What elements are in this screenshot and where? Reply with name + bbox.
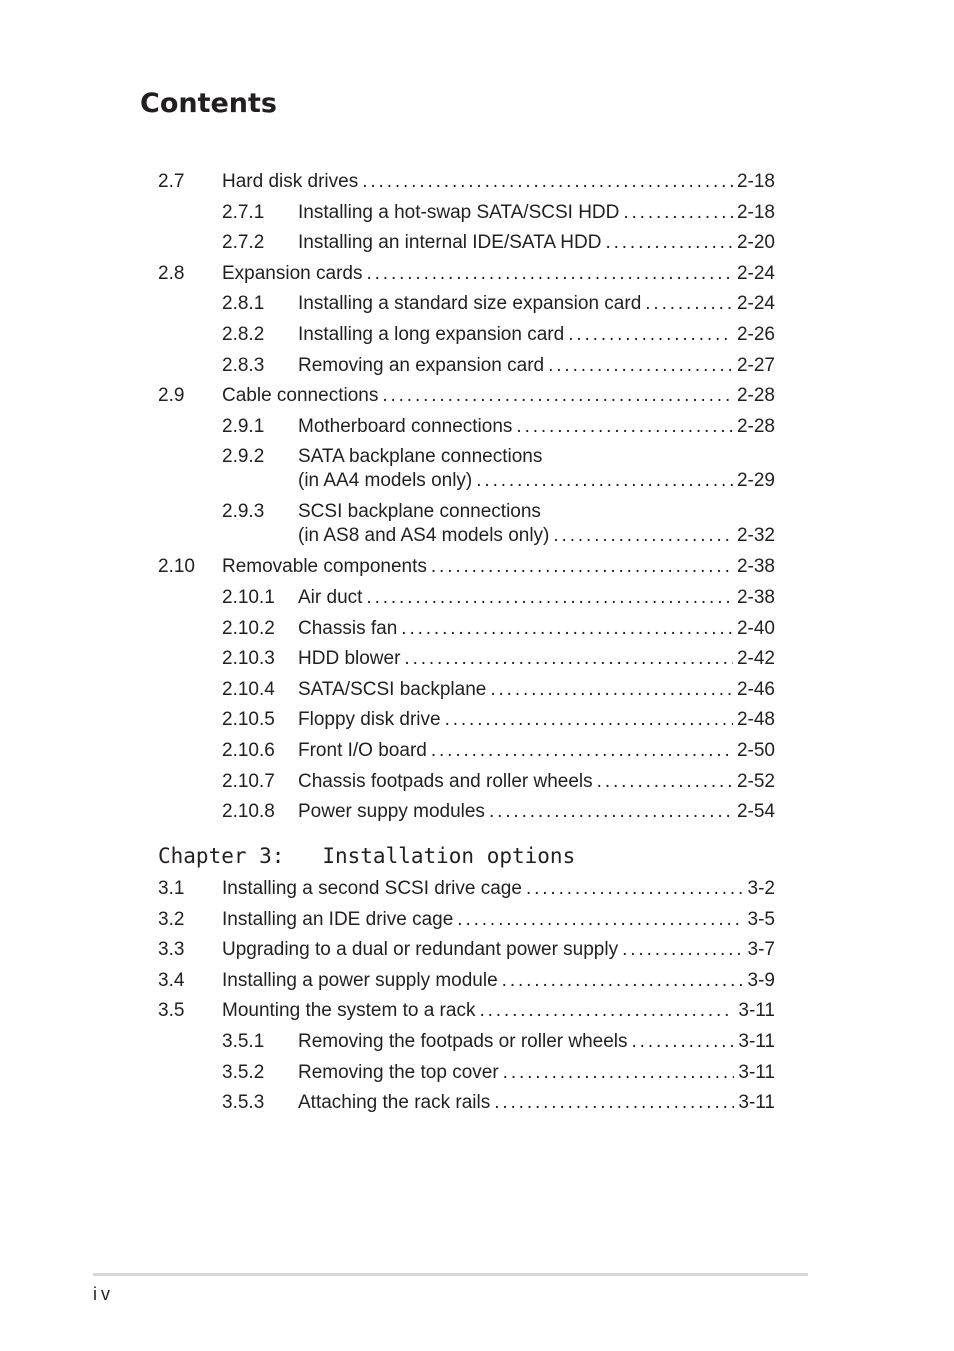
toc-entry-number: 2.7.2 (222, 232, 265, 254)
toc-entry[interactable] (298, 739, 775, 763)
toc-entry-number: 3.5.1 (222, 1031, 265, 1052)
toc-entry-number: 2.10.3 (222, 648, 275, 670)
toc-entry[interactable] (222, 262, 775, 286)
toc-leader-dots (632, 1030, 735, 1054)
toc-entry-number: 2.10 (158, 556, 195, 578)
toc-entry[interactable] (298, 292, 775, 316)
toc-leader-dots (401, 617, 733, 641)
toc-leader-dots (431, 555, 733, 579)
toc-entry-page: 3-11 (738, 1000, 775, 1022)
toc-entry-page: 3-9 (747, 969, 775, 991)
toc-entry[interactable] (298, 1030, 775, 1054)
toc-leader-dots (445, 708, 733, 732)
toc-entry-number: 2.7.1 (222, 201, 265, 223)
toc-leader-dots (548, 354, 733, 378)
toc-entry-page: 3-11 (738, 1092, 775, 1114)
toc-entry[interactable] (298, 770, 775, 794)
toc-entry-page: 3-11 (738, 1061, 775, 1083)
toc-entry-title: Floppy disk drive (298, 709, 441, 731)
page-title: Contents (140, 88, 278, 119)
toc-entry-number: 2.10.4 (222, 678, 275, 700)
toc-leader-dots (382, 384, 733, 408)
toc-entry-number: 2.8.1 (222, 293, 265, 315)
toc-leader-dots (526, 877, 744, 901)
toc-entry-page: 2-24 (736, 262, 775, 284)
toc-leader-dots (553, 524, 733, 548)
toc-entry-number: 2.8.2 (222, 324, 265, 345)
toc-entry[interactable] (298, 678, 775, 702)
toc-entry-title: Power suppy modules (298, 801, 485, 823)
toc-entry-title: Attaching the rack rails (298, 1092, 491, 1114)
toc-entry-title: Chassis footpads and roller wheels (298, 770, 593, 792)
toc-entry[interactable] (298, 647, 775, 671)
toc-leader-dots (490, 678, 733, 702)
toc-entry-title: Chassis fan (298, 617, 398, 639)
toc-entry-page: 3-2 (747, 878, 775, 899)
page-number: iv (93, 1284, 114, 1304)
toc-entry-number: 2.10.5 (222, 709, 275, 731)
toc-leader-dots (457, 908, 743, 932)
toc-entry-page: 2-48 (736, 709, 775, 731)
toc-leader-dots (431, 739, 733, 763)
toc-entry[interactable] (298, 1091, 775, 1115)
toc-entry-page: 2-38 (736, 587, 775, 608)
toc-entry-title: Motherboard connections (298, 415, 513, 437)
toc-entry[interactable] (298, 524, 775, 548)
toc-entry-title: (in AA4 models only) (298, 470, 473, 492)
toc-entry-title: Installing a standard size expansion card (298, 293, 642, 315)
toc-entry-title: Expansion cards (222, 262, 363, 284)
toc-entry-number: 2.8.3 (222, 354, 265, 376)
toc-entry[interactable] (222, 384, 775, 408)
toc-leader-dots (404, 647, 733, 671)
toc-entry-page: 2-54 (736, 801, 775, 823)
toc-leader-dots (362, 170, 733, 194)
toc-entry-number: 2.9.3 (222, 501, 265, 523)
toc-entry-page: 2-18 (736, 171, 775, 192)
toc-entry[interactable] (298, 800, 775, 824)
toc-entry-number: 2.10.6 (222, 740, 275, 761)
toc-entry-page: 2-18 (736, 201, 775, 223)
toc-entry-page: 2-38 (736, 556, 775, 578)
toc-leader-dots (645, 292, 733, 316)
toc-entry-title: SATA/SCSI backplane (298, 678, 487, 700)
toc-entry-number: 2.10.2 (222, 617, 275, 639)
toc-entry-number: 3.1 (158, 878, 185, 899)
toc-entry-page: 2-46 (736, 678, 775, 700)
toc-entry-page: 2-26 (736, 324, 775, 345)
toc-entry-page: 3-5 (747, 908, 775, 930)
toc-entry-title: Installing a second SCSI drive cage (222, 878, 522, 899)
footer-divider (93, 1273, 808, 1276)
toc-entry-page: 2-24 (736, 293, 775, 315)
toc-entry[interactable] (298, 201, 775, 225)
toc-entry[interactable] (222, 170, 775, 194)
chapter-heading: Chapter 3: Installation options (158, 844, 576, 868)
toc-entry-number: 3.2 (158, 908, 185, 930)
toc-leader-dots (476, 469, 733, 493)
toc-entry-title: Mounting the system to a rack (222, 1000, 476, 1022)
toc-leader-dots (568, 323, 733, 347)
toc-leader-dots (516, 415, 733, 439)
toc-entry[interactable] (298, 1061, 775, 1085)
toc-leader-dots (366, 586, 733, 610)
toc-entry-number: 2.10.8 (222, 801, 275, 823)
toc-entry-number: 2.10.1 (222, 587, 275, 608)
toc-entry[interactable] (298, 354, 775, 378)
toc-entry-title: Installing an IDE drive cage (222, 908, 454, 930)
toc-entry[interactable] (222, 555, 775, 579)
toc-entry-title: Installing a power supply module (222, 969, 498, 991)
toc-entry-page: 2-40 (736, 617, 775, 639)
toc-entry-number: 2.9.1 (222, 415, 265, 437)
toc-entry-number: 2.9.2 (222, 446, 265, 468)
toc-entry-page: 2-32 (736, 525, 775, 547)
toc-entry-number: 2.9 (158, 385, 185, 407)
toc-entry-page: 3-7 (747, 939, 775, 961)
toc-leader-dots (489, 800, 733, 824)
toc-entry-title: Installing a hot-swap SATA/SCSI HDD (298, 201, 620, 223)
toc-entry[interactable] (298, 231, 775, 255)
toc-entry[interactable] (222, 877, 775, 901)
toc-entry[interactable] (298, 323, 775, 347)
toc-entry-page: 2-20 (736, 232, 775, 254)
toc-leader-dots (479, 999, 734, 1023)
toc-entry-page: 2-52 (736, 770, 775, 792)
toc-entry[interactable] (222, 999, 775, 1023)
toc-leader-dots (597, 770, 733, 794)
toc-entry-number: 3.5 (158, 1000, 185, 1022)
toc-entry[interactable] (222, 908, 775, 932)
toc-entry[interactable] (298, 469, 775, 493)
toc-entry-title: Air duct (298, 587, 363, 608)
toc-entry-title: Cable connections (222, 385, 379, 407)
toc-entry-number: 2.10.7 (222, 770, 275, 792)
toc-entry-number: 3.5.2 (222, 1061, 265, 1083)
toc-entry-page: 2-50 (736, 740, 775, 761)
toc-leader-dots (605, 231, 733, 255)
toc-entry-title[interactable]: SATA backplane connections (298, 446, 543, 468)
toc-entry-title: HDD blower (298, 648, 401, 670)
toc-entry-title: Hard disk drives (222, 171, 359, 192)
toc-leader-dots (503, 1061, 735, 1085)
toc-entry-page: 2-28 (736, 385, 775, 407)
toc-entry-number: 3.3 (158, 939, 185, 961)
toc-entry-title[interactable]: SCSI backplane connections (298, 501, 541, 523)
toc-entry-number: 3.4 (158, 969, 185, 991)
toc-entry-page: 2-42 (736, 648, 775, 670)
toc-entry[interactable] (298, 586, 775, 610)
toc-entry-title: Removing an expansion card (298, 354, 545, 376)
toc-leader-dots (366, 262, 733, 286)
toc-leader-dots (623, 201, 733, 225)
toc-leader-dots (622, 938, 743, 962)
toc-entry[interactable] (222, 938, 775, 962)
toc-entry-title: Removing the top cover (298, 1061, 499, 1083)
toc-leader-dots (494, 1091, 734, 1115)
toc-entry[interactable] (222, 969, 775, 993)
toc-entry-title: Installing an internal IDE/SATA HDD (298, 232, 602, 254)
toc-leader-dots (502, 969, 744, 993)
toc-entry-title: Removing the footpads or roller wheels (298, 1031, 628, 1052)
toc-entry-page: 2-29 (736, 470, 775, 492)
toc-entry-number: 2.8 (158, 262, 185, 284)
toc-entry-page: 3-11 (738, 1031, 775, 1052)
toc-entry-title: Removable components (222, 556, 427, 578)
toc-entry-number: 3.5.3 (222, 1092, 265, 1114)
toc-entry[interactable] (298, 415, 775, 439)
toc-entry-title: Front I/O board (298, 740, 427, 761)
toc-entry[interactable] (298, 617, 775, 641)
toc-entry-title: (in AS8 and AS4 models only) (298, 525, 550, 547)
toc-entry-page: 2-28 (736, 415, 775, 437)
toc-entry-title: Installing a long expansion card (298, 324, 565, 345)
toc-entry-title: Upgrading to a dual or redundant power supply (222, 939, 619, 961)
toc-entry[interactable] (298, 708, 775, 732)
toc-entry-number: 2.7 (158, 171, 185, 192)
toc-entry-page: 2-27 (736, 354, 775, 376)
